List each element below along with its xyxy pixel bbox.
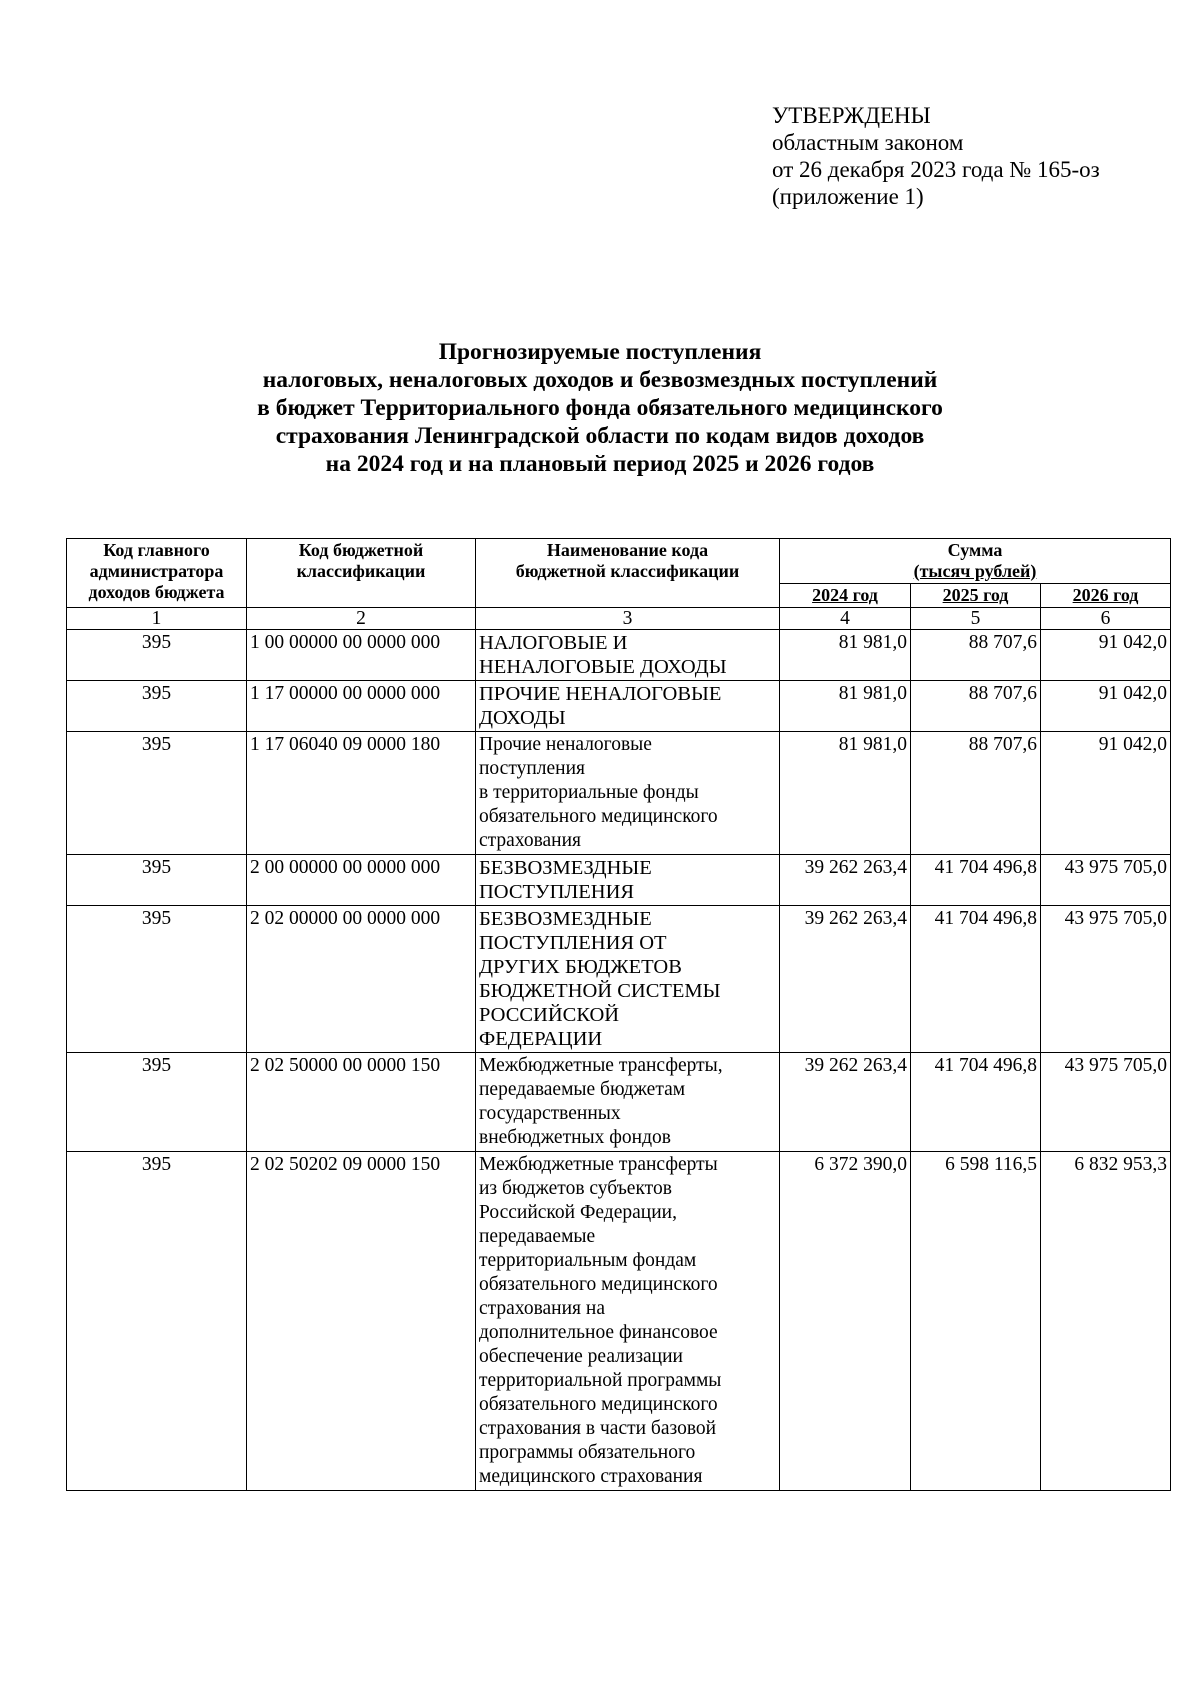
amount-2026-cell: 43 975 705,0 — [1041, 1053, 1171, 1152]
code-name-line: Российской Федерации, — [479, 1202, 677, 1223]
approval-heading: УТВЕРЖДЕНЫ — [772, 103, 931, 128]
approval-law-line: областным законом — [772, 130, 964, 155]
code-name-line: ДОХОДЫ — [479, 707, 566, 729]
code-name-line: в территориальные фонды — [479, 782, 699, 803]
revenue-table — [66, 538, 1171, 1491]
budget-code-cell: 2 00 00000 00 0000 000 — [247, 855, 476, 906]
code-name-cell — [476, 855, 780, 906]
amount-2024-cell: 39 262 263,4 — [780, 855, 911, 906]
table-row — [67, 1053, 1171, 1152]
code-name-line: БЮДЖЕТНОЙ СИСТЕМЫ — [479, 980, 721, 1002]
table-row — [67, 681, 1171, 732]
budget-code-cell: 2 02 50000 00 0000 150 — [247, 1053, 476, 1152]
code-name-line: поступления — [479, 758, 586, 779]
table-row — [67, 1152, 1171, 1491]
document-title — [0, 338, 1200, 478]
column-number: 6 — [1041, 608, 1171, 630]
header-admin-code: Код главного администратора доходов бюджета — [67, 539, 247, 608]
budget-code-cell: 1 17 00000 00 0000 000 — [247, 681, 476, 732]
code-name-line: БЕЗВОЗМЕЗДНЫЕ — [479, 857, 652, 879]
header-code-name: Наименование кода бюджетной классификации — [476, 539, 780, 608]
approval-block — [772, 102, 1100, 210]
amount-2026-cell: 43 975 705,0 — [1041, 906, 1171, 1053]
header-year-2025: 2025 год — [911, 584, 1041, 608]
code-name-line: обеспечение реализации — [479, 1346, 683, 1367]
table-row — [67, 732, 1171, 855]
amount-2024-cell: 39 262 263,4 — [780, 1053, 911, 1152]
header-year-2024: 2024 год — [780, 584, 911, 608]
column-numbers-row — [67, 608, 1171, 630]
amount-2024-cell: 81 981,0 — [780, 681, 911, 732]
table-row — [67, 906, 1171, 1053]
code-name-line: НАЛОГОВЫЕ И — [479, 632, 628, 654]
header-year-2026: 2026 год — [1041, 584, 1171, 608]
code-name-line: из бюджетов субъектов — [479, 1178, 672, 1199]
code-name-line: Прочие неналоговые — [479, 734, 652, 755]
admin-code-cell: 395 — [67, 906, 247, 1053]
amount-2025-cell: 6 598 116,5 — [911, 1152, 1041, 1491]
amount-2024-cell: 39 262 263,4 — [780, 906, 911, 1053]
column-number: 5 — [911, 608, 1041, 630]
amount-2024-cell: 81 981,0 — [780, 630, 911, 681]
code-name-line: обязательного медицинского — [479, 1394, 718, 1415]
code-name-line: страхования на — [479, 1298, 605, 1319]
code-name-line: обязательного медицинского — [479, 806, 718, 827]
code-name-cell — [476, 630, 780, 681]
code-name-line: ФЕДЕРАЦИИ — [479, 1028, 603, 1050]
code-name-line: ПРОЧИЕ НЕНАЛОГОВЫЕ — [479, 683, 722, 705]
code-name-line: ПОСТУПЛЕНИЯ — [479, 881, 635, 903]
code-name-line: программы обязательного — [479, 1442, 696, 1463]
code-name-line: страхования — [479, 830, 582, 851]
header-sum: Сумма (тысяч рублей) — [780, 539, 1171, 584]
table-row — [67, 855, 1171, 906]
code-name-line: Межбюджетные трансферты, — [479, 1055, 723, 1076]
table-body — [67, 630, 1171, 1491]
code-name-line: ДРУГИХ БЮДЖЕТОВ — [479, 956, 682, 978]
budget-code-cell: 1 00 00000 00 0000 000 — [247, 630, 476, 681]
admin-code-cell: 395 — [67, 630, 247, 681]
code-name-line: обязательного медицинского — [479, 1274, 718, 1295]
amount-2025-cell: 41 704 496,8 — [911, 906, 1041, 1053]
code-name-line: БЕЗВОЗМЕЗДНЫЕ — [479, 908, 652, 930]
code-name-line: территориальным фондам — [479, 1250, 697, 1271]
code-name-line: ПОСТУПЛЕНИЯ ОТ — [479, 932, 667, 954]
amount-2025-cell: 88 707,6 — [911, 630, 1041, 681]
code-name-line: территориальной программы — [479, 1370, 722, 1391]
code-name-line: медицинского страхования — [479, 1466, 703, 1487]
amount-2026-cell: 43 975 705,0 — [1041, 855, 1171, 906]
budget-code-cell: 2 02 00000 00 0000 000 — [247, 906, 476, 1053]
table-row — [67, 630, 1171, 681]
code-name-cell — [476, 681, 780, 732]
amount-2025-cell: 88 707,6 — [911, 681, 1041, 732]
column-number: 3 — [476, 608, 780, 630]
code-name-line: страхования в части базовой — [479, 1418, 717, 1439]
header-budget-code: Код бюджетной классификации — [247, 539, 476, 608]
admin-code-cell: 395 — [67, 855, 247, 906]
code-name-line: внебюджетных фондов — [479, 1127, 671, 1148]
amount-2025-cell: 41 704 496,8 — [911, 855, 1041, 906]
amount-2026-cell: 91 042,0 — [1041, 630, 1171, 681]
amount-2026-cell: 91 042,0 — [1041, 732, 1171, 855]
table-header-row — [67, 539, 1171, 584]
admin-code-cell: 395 — [67, 732, 247, 855]
admin-code-cell: 395 — [67, 681, 247, 732]
column-number: 1 — [67, 608, 247, 630]
admin-code-cell: 395 — [67, 1152, 247, 1491]
amount-2025-cell: 88 707,6 — [911, 732, 1041, 855]
code-name-cell — [476, 906, 780, 1053]
title-line: налоговых, неналоговых доходов и безвозмездных поступлений — [262, 367, 938, 393]
title-line: страхования Ленинградской области по кодам видов доходов — [275, 423, 925, 449]
code-name-line: передаваемые бюджетам — [479, 1079, 686, 1100]
title-line: в бюджет Территориального фонда обязательного медицинского — [257, 395, 943, 421]
approval-appendix-line: (приложение 1) — [772, 184, 924, 209]
title-line: Прогнозируемые поступления — [438, 339, 762, 365]
amount-2026-cell: 6 832 953,3 — [1041, 1152, 1171, 1491]
code-name-line: передаваемые — [479, 1226, 596, 1247]
column-number: 4 — [780, 608, 911, 630]
code-name-line: Межбюджетные трансферты — [479, 1154, 718, 1175]
code-name-cell — [476, 1053, 780, 1152]
budget-code-cell: 2 02 50202 09 0000 150 — [247, 1152, 476, 1491]
code-name-cell — [476, 732, 780, 855]
amount-2025-cell: 41 704 496,8 — [911, 1053, 1041, 1152]
title-line: на 2024 год и на плановый период 2025 и 2026 годов — [325, 451, 875, 477]
amount-2026-cell: 91 042,0 — [1041, 681, 1171, 732]
admin-code-cell: 395 — [67, 1053, 247, 1152]
budget-code-cell: 1 17 06040 09 0000 180 — [247, 732, 476, 855]
approval-date-line: от 26 декабря 2023 года № 165-оз — [772, 157, 1100, 182]
column-number: 2 — [247, 608, 476, 630]
code-name-line: РОССИЙСКОЙ — [479, 1004, 620, 1026]
code-name-cell — [476, 1152, 780, 1491]
code-name-line: НЕНАЛОГОВЫЕ ДОХОДЫ — [479, 656, 727, 678]
code-name-line: дополнительное финансовое — [479, 1322, 718, 1343]
amount-2024-cell: 6 372 390,0 — [780, 1152, 911, 1491]
code-name-line: государственных — [479, 1103, 621, 1124]
amount-2024-cell: 81 981,0 — [780, 732, 911, 855]
